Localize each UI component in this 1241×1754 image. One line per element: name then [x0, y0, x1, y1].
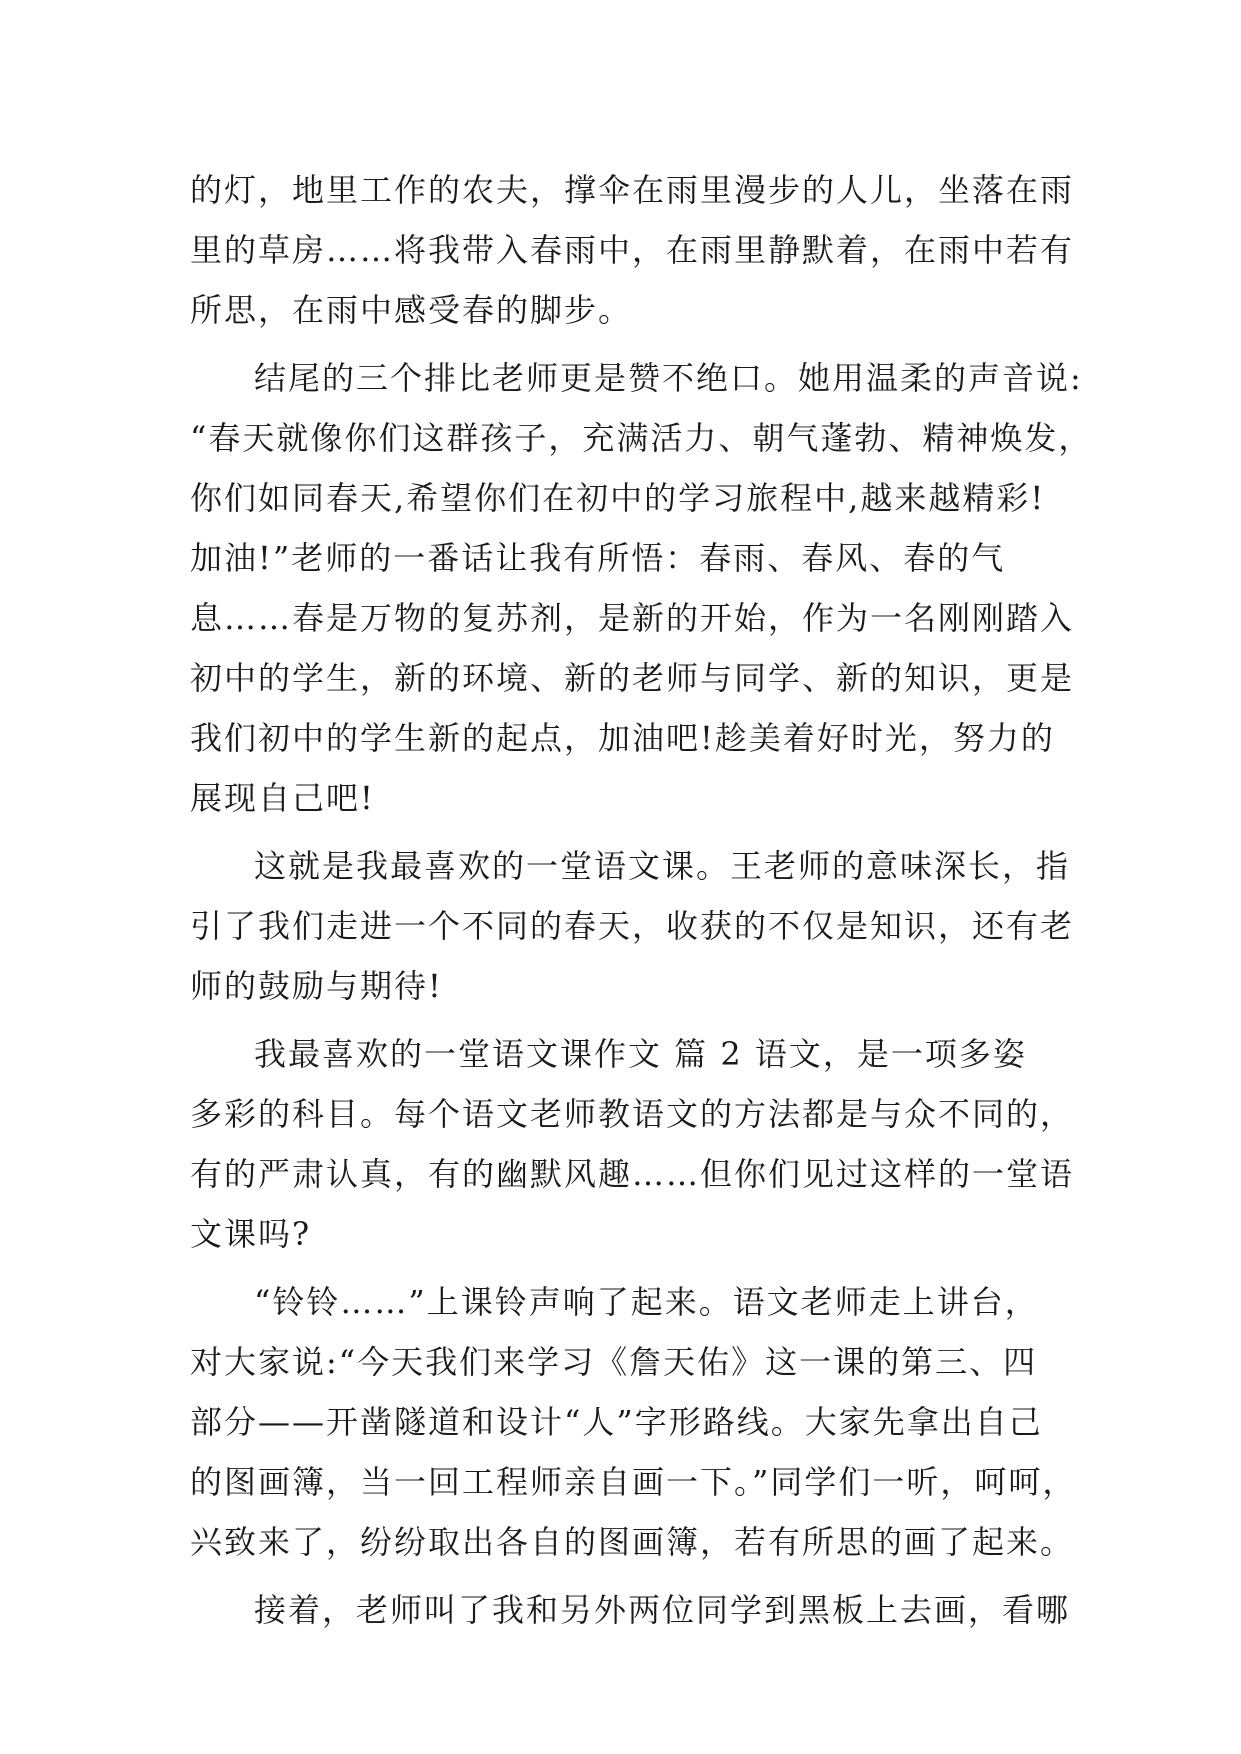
text-line: 展现自己吧! — [190, 779, 375, 817]
text-line: “春天就像你们这群孩子，充满活力、朝气蓬勃、精神焕发， — [190, 419, 1093, 457]
paragraph — [190, 1272, 1077, 1572]
paragraph — [190, 836, 1075, 1016]
text-line: 师的鼓励与期待! — [190, 967, 443, 1005]
paragraph — [190, 1024, 1075, 1264]
text-line: 的图画簿，当一回工程师亲自画一下。”同学们一听，呵呵， — [190, 1463, 1077, 1501]
text-line: 接着，老师叫了我和另外两位同学到黑板上去画，看哪 — [254, 1591, 1071, 1629]
text-line: 你们如同春天,希望你们在初中的学习旅程中,越来越精彩! — [190, 479, 1046, 517]
text-line: 这就是我最喜欢的一堂语文课。王老师的意味深长，指 — [254, 847, 1071, 885]
text-line: 初中的学生，新的环境、新的老师与同学、新的知识，更是 — [190, 659, 1075, 697]
text-line: 兴致来了，纷纷取出各自的图画簿，若有所思的画了起来。 — [190, 1523, 1075, 1561]
paragraph — [190, 1580, 1071, 1640]
text-line: 里的草房……将我带入春雨中，在雨里静默着，在雨中若有 — [190, 231, 1075, 269]
text-line: 结尾的三个排比老师更是赞不绝口。她用温柔的声音说: — [254, 359, 1083, 397]
text-line: 文课吗? — [190, 1215, 312, 1253]
text-line: 有的严肃认真，有的幽默风趣……但你们见过这样的一堂语 — [190, 1155, 1075, 1193]
text-line: 引了我们走进一个不同的春天，收获的不仅是知识，还有老 — [190, 907, 1075, 945]
text-line: 对大家说:“今天我们来学习《詹天佑》这一课的第三、四 — [190, 1343, 1038, 1381]
text-line: 多彩的科目。每个语文老师教语文的方法都是与众不同的， — [190, 1095, 1075, 1133]
text-line: 我们初中的学生新的起点，加油吧!趁美着好时光，努力的 — [190, 719, 1055, 757]
text-line: “铃铃……”上课铃声响了起来。语文老师走上讲台， — [254, 1283, 1039, 1321]
text-line: 的灯，地里工作的农夫，撑伞在雨里漫步的人儿，坐落在雨 — [190, 171, 1075, 209]
text-line: 所思，在雨中感受春的脚步。 — [190, 291, 633, 329]
paragraph — [190, 160, 1075, 340]
text-line: 加油!”老师的一番话让我有所悟：春雨、春风、春的气 — [190, 539, 1006, 577]
text-line: 部分——开凿隧道和设计“人”字形路线。大家先拿出自己 — [190, 1403, 1043, 1441]
paragraph — [190, 348, 1093, 828]
document-body — [190, 160, 1093, 1640]
text-line: 息……春是万物的复苏剂，是新的开始，作为一名刚刚踏入 — [190, 599, 1075, 637]
text-line: 我最喜欢的一堂语文课作文 篇 2 语文，是一项多姿 — [254, 1035, 1027, 1073]
